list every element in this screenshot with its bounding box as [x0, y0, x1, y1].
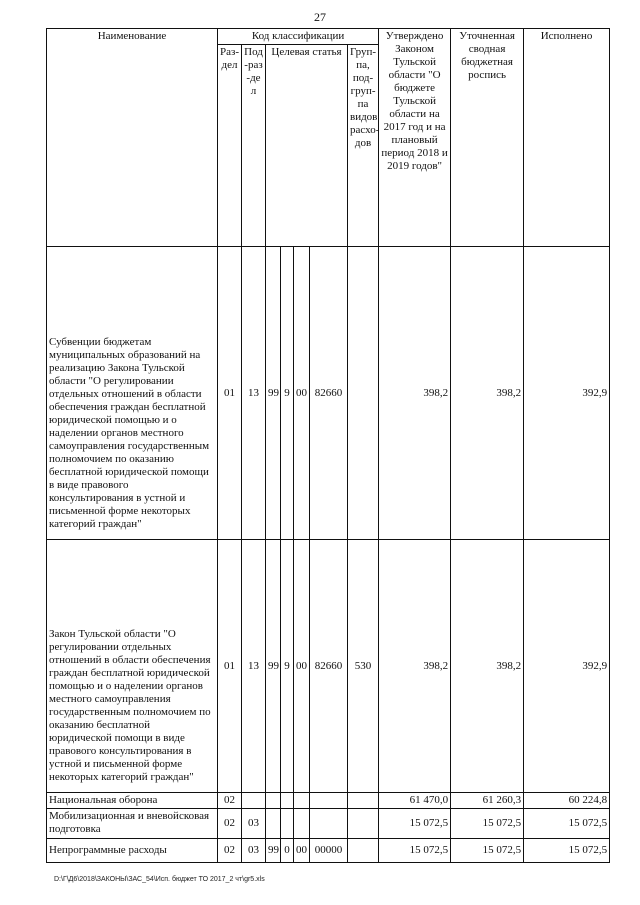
header-group: Груп-па, под-груп-па видов расхо-дов — [348, 45, 379, 247]
header-refined: Уточненная сводная бюджетная роспись — [451, 29, 524, 247]
row-group — [348, 247, 379, 540]
row-subsection: 03 — [242, 839, 266, 863]
row-target-direction: 82660 — [310, 540, 348, 793]
row-target-direction: 82660 — [310, 247, 348, 540]
header-classification: Код классификации — [218, 29, 379, 45]
row-target-direction — [310, 793, 348, 809]
table-row — [47, 839, 610, 863]
row-refined: 15 072,5 — [451, 839, 524, 863]
header-section: Раз-дел — [218, 45, 242, 247]
header-name: Наименование — [47, 29, 218, 247]
budget-table — [46, 28, 610, 863]
row-target-direction: 00000 — [310, 839, 348, 863]
row-executed: 60 224,8 — [524, 793, 610, 809]
row-section: 01 — [218, 540, 242, 793]
row-subsection: 13 — [242, 540, 266, 793]
header-approved: Утверждено Законом Тульской области "О бюджете Тульской области на 2017 год и на плановый период 2018 и 2019 годов" — [379, 29, 451, 247]
row-target-event: 00 — [294, 839, 310, 863]
row-section: 02 — [218, 839, 242, 863]
row-target-subprogram: 9 — [281, 540, 294, 793]
row-group — [348, 793, 379, 809]
table-row — [47, 793, 610, 809]
row-section: 01 — [218, 247, 242, 540]
row-target-subprogram: 9 — [281, 247, 294, 540]
row-name: Национальная оборона — [47, 793, 218, 809]
row-subsection — [242, 793, 266, 809]
row-approved: 15 072,5 — [379, 839, 451, 863]
row-refined: 398,2 — [451, 247, 524, 540]
row-name: Мобилизационная и вневойсковая подготовка — [47, 809, 218, 839]
row-target-subprogram — [281, 793, 294, 809]
row-target-subprogram: 0 — [281, 839, 294, 863]
row-target-program — [266, 793, 281, 809]
row-name: Субвенции бюджетам муниципальных образований на реализацию Закона Тульской области "О регулировании отдельных отношений в области обеспечения граждан бесплатной юридической помощью и о наделении органов местного самоуправления государственным полномочием по оказанию бесплатной юридической помощи в виде правового консультирования в устной и письменной форме некоторых категорий граждан" — [47, 247, 218, 540]
row-section: 02 — [218, 793, 242, 809]
row-target-program — [266, 809, 281, 839]
row-target-program: 99 — [266, 540, 281, 793]
row-executed: 392,9 — [524, 247, 610, 540]
row-name: Непрограммные расходы — [47, 839, 218, 863]
row-refined: 61 260,3 — [451, 793, 524, 809]
row-target-program: 99 — [266, 839, 281, 863]
table-row — [47, 540, 610, 793]
row-approved: 15 072,5 — [379, 809, 451, 839]
row-target-event — [294, 793, 310, 809]
table-row — [47, 809, 610, 839]
header-subsection: Под-раз-дел — [242, 45, 266, 247]
header-executed: Исполнено — [524, 29, 610, 247]
row-refined: 15 072,5 — [451, 809, 524, 839]
row-approved: 61 470,0 — [379, 793, 451, 809]
file-path-footer: D:\Г\Д6\2018\ЗАКОНЫ\ЗАС_54\Исп. бюджет ТО 2017_2 чт\gr5.xls — [54, 876, 265, 883]
row-executed: 15 072,5 — [524, 809, 610, 839]
row-refined: 398,2 — [451, 540, 524, 793]
row-target-event: 00 — [294, 540, 310, 793]
row-executed: 15 072,5 — [524, 839, 610, 863]
row-group: 530 — [348, 540, 379, 793]
row-target-event: 00 — [294, 247, 310, 540]
row-approved: 398,2 — [379, 540, 451, 793]
row-executed: 392,9 — [524, 540, 610, 793]
row-group — [348, 839, 379, 863]
row-subsection: 13 — [242, 247, 266, 540]
row-approved: 398,2 — [379, 247, 451, 540]
row-name: Закон Тульской области "О регулировании отдельных отношений в области обеспечения граждан бесплатной юридической помощью и о наделении органов местного самоуправления государственным полномочием по оказанию бесплатной юридической помощи в виде правового консультирования в устной и письменной форме некоторых категорий граждан" — [47, 540, 218, 793]
row-target-subprogram — [281, 809, 294, 839]
page-number: 27 — [314, 10, 326, 24]
header-target: Целевая статья — [266, 45, 348, 247]
row-target-program: 99 — [266, 247, 281, 540]
row-target-event — [294, 809, 310, 839]
table-row — [47, 247, 610, 540]
row-target-direction — [310, 809, 348, 839]
row-section: 02 — [218, 809, 242, 839]
row-subsection: 03 — [242, 809, 266, 839]
row-group — [348, 809, 379, 839]
